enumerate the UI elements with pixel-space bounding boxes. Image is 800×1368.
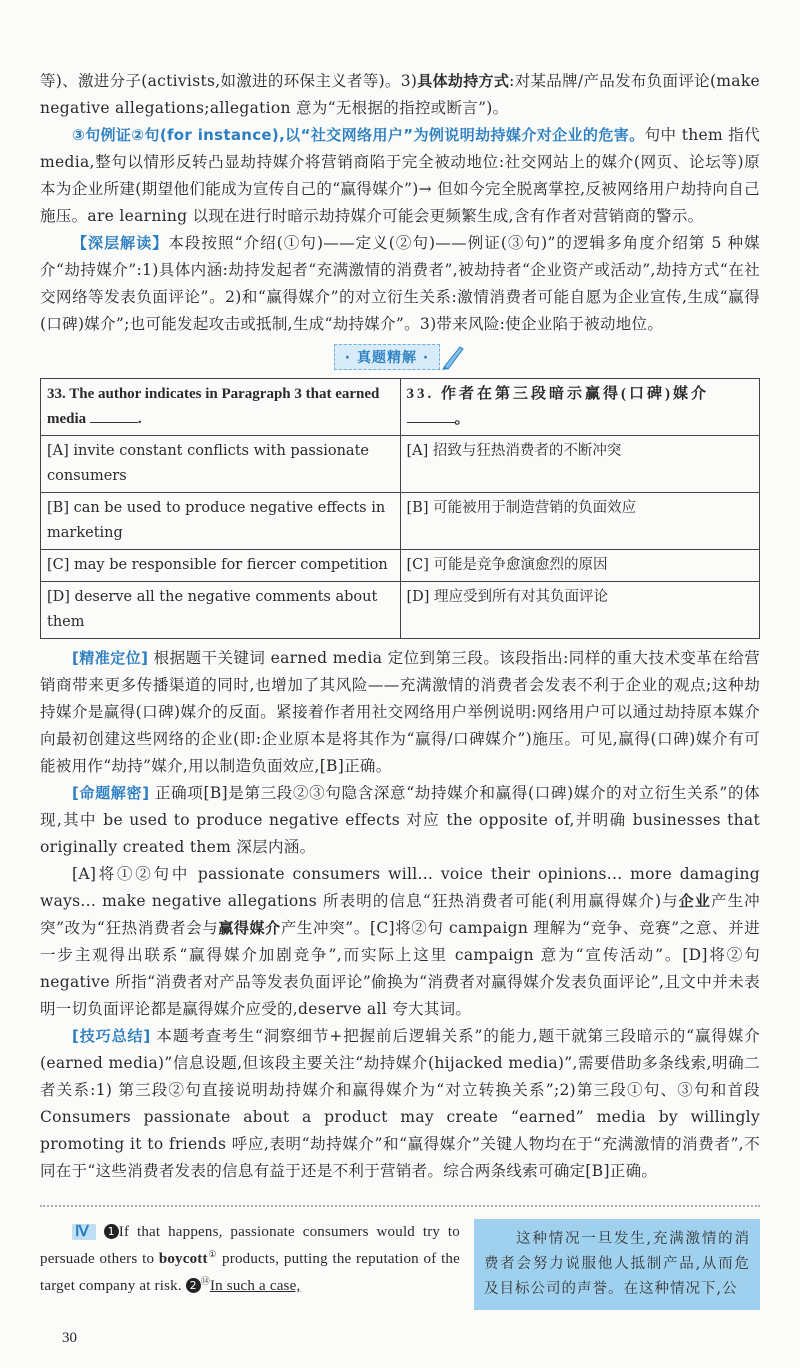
page-number: 30	[62, 1330, 77, 1346]
text: 句中 them 指代 media,整句以情形反转凸显劫持媒介将营销商陷于完全被动地位:社交网站上的媒介(网页、论坛等)原本为企业所建(期望他们能成为宣传自己的“赢得媒介”)→ 但如今完全脱离掌控,反被网络用户劫持向自己施压。are learning 以现在进行时暗示劫持媒介可能会更频繁生成,含有作者对营销商的警示。	[40, 126, 761, 225]
option-d-en: [D] deserve all the negative comments about them	[41, 582, 401, 639]
paragraph-question-decoding	[40, 780, 760, 861]
bold-text: 具体劫持方式	[417, 72, 510, 90]
footnote-marker: ①	[207, 1249, 218, 1259]
bold-text: 赢得媒介	[218, 919, 281, 937]
label-deep-reading: 【深层解读】	[72, 234, 169, 252]
section-title: · 真题精解 ·	[334, 344, 440, 370]
text: 本段按照“介绍(①句)——定义(②句)——例证(③句)”的逻辑多角度介绍第 5 种媒介“劫持媒介”:1)具体内涵:劫持发起者“充满激情的消费者”,被劫持者“企业资产或活动”,劫持方式“在社交网络等发表负面评论”。2)和“赢得媒介”的对立衍生关系:激情消费者可能自愿为企业宣传,生成“赢得(口碑)媒介”;也可能发起攻击或抵制,生成“劫持媒介”。3)带来风险:使企业陷于被动地位。	[40, 234, 760, 333]
label-skill-summary: [技巧总结]	[72, 1027, 151, 1045]
stem-text: 。	[454, 411, 473, 427]
paragraph-iv-english	[40, 1219, 460, 1300]
stem-text: 33. 作者在第三段暗示赢得(口碑)媒介	[406, 386, 709, 402]
paragraph-precise-location	[40, 645, 760, 780]
option-a-en: [A] invite constant conflicts with passionate consumers	[41, 436, 401, 493]
bold-text: 企业	[678, 892, 711, 910]
footnote-marker: ⑭	[200, 1276, 210, 1286]
text: 正确项[B]是第三段②③句隐含深意“劫持媒介和赢得(口碑)媒介的对立衍生关系”的体现,其中 be used to produce negative effects 对应 the opposite of,并明确 businesses that originally created them 深层内涵。	[40, 784, 760, 856]
table-row	[41, 550, 760, 582]
option-c-en: [C] may be responsible for fiercer competition	[41, 550, 401, 582]
underlined-text: In such a case,	[209, 1278, 301, 1294]
text: 产生冲突”改为“狂热消费者会与	[40, 892, 760, 937]
sentence-number-2: 2	[186, 1278, 201, 1293]
question-en	[41, 379, 401, 436]
paragraph-iv	[40, 1219, 760, 1310]
option-b-zh: [B] 可能被用于制造营销的负面效应	[400, 493, 760, 550]
paragraph-skill-summary	[40, 1023, 760, 1185]
text: products, putting the reputation of the target company at risk.	[40, 1251, 460, 1294]
option-c-zh: [C] 可能是竞争愈演愈烈的原因	[400, 550, 760, 582]
question-table	[40, 378, 760, 639]
stem-text: .	[137, 411, 142, 427]
text: 本题考查考生“洞察细节+把握前后逻辑关系”的能力,题干就第三段暗示的“赢得媒介(earned media)”信息设题,但该段主要关注“劫持媒介(hijacked media)”,需要借助多条线索,明确二者关系:1) 第三段②句直接说明劫持媒介和赢得媒介为“对立转换关系”;2)第三段①句、③句和首段 Consumers passionate about a product may create “earned” media by willingly promoting it to friends 呼应,表明“劫持媒介”和“赢得媒介”关键人物均在于“充满激情的消费者”,不同在于“这些消费者发表的信息有益于还是不利于营销者。综合两条线索可确定[B]正确。	[40, 1027, 761, 1180]
table-row	[41, 493, 760, 550]
label-question-decoding: [命题解密]	[72, 784, 150, 802]
paragraph-hijack-method	[40, 68, 760, 122]
table-row	[41, 582, 760, 639]
paragraph-wrong-options	[40, 861, 760, 1023]
option-b-en: [B] can be used to produce negative effects in marketing	[41, 493, 401, 550]
text: 产生冲突”。[C]将②句 campaign 理解为“竞争、竞赛”之意、并进一步主观得出联系“赢得媒介加剧竞争”,而实际上这里 campaign 意为“宣传活动”。[D]将②句 negative 所指“消费者对产品等发表负面评论”偷换为“消费者对赢得媒介发表负面评论”,且文中并未表明一切负面评论都是赢得媒介应受的,deserve all 夸大其词。	[40, 919, 761, 1018]
section-header	[40, 342, 760, 372]
paragraph-iv-translation	[474, 1219, 760, 1310]
table-row	[41, 436, 760, 493]
blank	[407, 408, 455, 423]
text: 等)、激进分子(activists,如激进的环保主义者等)。3)	[40, 72, 418, 90]
sentence-number-1: 1	[104, 1224, 119, 1239]
blank	[90, 408, 138, 423]
label-precise-location: [精准定位]	[72, 649, 149, 667]
vocab-word: boycott	[158, 1251, 208, 1267]
text: If that happens, passionate consumers would try to persuade others to	[40, 1224, 460, 1267]
paragraph-deep-reading	[40, 230, 760, 338]
text: 根据题干关键词 earned media 定位到第三段。该段指出:同样的重大技术变革在给营销商带来更多传播渠道的同时,也增加了其风险——充满激情的消费者会发表不利于企业的观点;这种劫持媒介是赢得(口碑)媒介的反面。紧接着作者用社交网络用户举例说明:网络用户可以通过劫持原本媒介向最初创建这些网络的企业(即:企业原本是将其作为“赢得/口碑媒介”)施压。可见,赢得(口碑)媒介有可能被用作“劫持”媒介,用以制造负面效应,[B]正确。	[40, 649, 760, 775]
text: [A]将①②句中 passionate consumers will... voice their opinions... more damaging ways... make negative allegations 所表明的信息“狂热消费者可能(利用赢得媒介)与	[40, 865, 760, 910]
paragraph-number: Ⅳ	[72, 1224, 96, 1240]
pen-icon	[440, 343, 466, 371]
highlight-text: ③句例证②句(for instance),以“社交网络用户”为例说明劫持媒介对企业的危害。	[72, 126, 645, 144]
table-row	[41, 379, 760, 436]
option-a-zh: [A] 招致与狂热消费者的不断冲突	[400, 436, 760, 493]
stem-text: 33. The author indicates in Paragraph 3 that earned media	[47, 386, 380, 427]
translation-text: 这种情况一旦发生,充满激情的消费者会努力说服他人抵制产品,从而危及目标公司的声誉。在这种情况下,公	[484, 1231, 750, 1297]
paragraph-sentence3	[40, 122, 760, 230]
question-zh	[400, 379, 760, 436]
text: :对某品牌/产品发布负面评论(make negative allegations;allegation 意为“无根据的指控或断言”)。	[40, 72, 761, 117]
dotted-divider	[40, 1205, 760, 1207]
option-d-zh: [D] 理应受到所有对其负面评论	[400, 582, 760, 639]
